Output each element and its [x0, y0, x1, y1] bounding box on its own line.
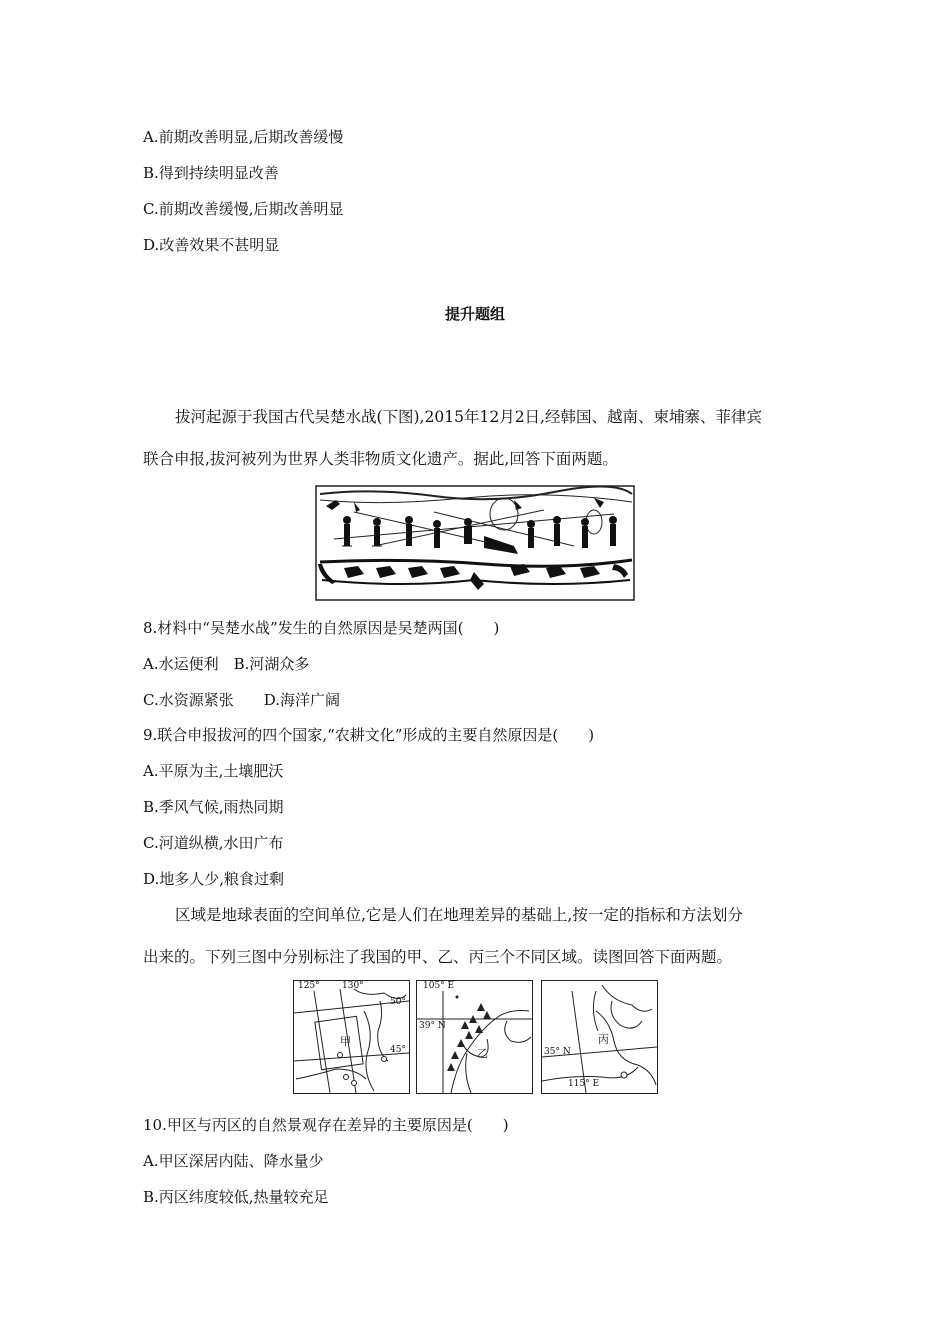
map-bing-lat: 35° N — [544, 1047, 571, 1057]
q9-option-d: D.地多人少,粮食过剩 — [143, 870, 285, 888]
passage-line: 拔河起源于我国古代吴楚水战(下图),2015年12月2日,经韩国、越南、柬埔寨、菲律宾 — [175, 408, 762, 426]
map-yi-lat: 39° N — [419, 1021, 446, 1031]
section-heading: 提升题组 — [444, 305, 505, 323]
q10-stem: 10.甲区与丙区的自然景观存在差异的主要原因是( ) — [143, 1116, 509, 1134]
q7-option-b: B.得到持续明显改善 — [143, 164, 279, 182]
map-yi — [416, 980, 533, 1094]
q8-options-row1: A.水运便利 B.河湖众多 — [143, 655, 310, 673]
map-yi-name: 乙 — [477, 1047, 488, 1060]
map-jia-name: 甲 — [340, 1035, 351, 1048]
map-bing — [541, 980, 658, 1094]
map-bing-lon: 115° E — [568, 1079, 600, 1089]
q8-options-row2: C.水资源紧张 D.海洋广阔 — [143, 691, 340, 709]
map-jia-lat2: 45° — [390, 1045, 406, 1055]
q9-option-a: A.平原为主,土壤肥沃 — [143, 762, 284, 780]
map-jia — [293, 980, 410, 1094]
map-jia-lon2: 130° — [342, 981, 364, 991]
q10-option-b: B.丙区纬度较低,热量较充足 — [143, 1188, 329, 1206]
q9-stem: 9.联合申报拔河的四个国家,“农耕文化”形成的主要自然原因是( ) — [143, 726, 595, 744]
map-yi-lon: 105° E — [423, 981, 455, 991]
passage-line: 出来的。下列三图中分别标注了我国的甲、乙、丙三个不同区域。读图回答下面两题。 — [143, 948, 733, 966]
map-jia-lon1: 125° — [298, 981, 320, 991]
q7-option-d: D.改善效果不甚明显 — [143, 236, 280, 254]
map-yi-drawing — [417, 981, 532, 1093]
q9-option-b: B.季风气候,雨热同期 — [143, 798, 284, 816]
map-bing-name: 丙 — [598, 1033, 609, 1046]
passage-regions — [143, 905, 810, 967]
map-jia-lat1: 50° — [390, 997, 406, 1007]
passage-tug-of-war — [143, 407, 810, 469]
passage-line: 区域是地球表面的空间单位,它是人们在地理差异的基础上,按一定的指标和方法划分 — [175, 906, 743, 924]
passage-line: 联合申报,拔河被列为世界人类非物质文化遗产。据此,回答下面两题。 — [143, 450, 618, 468]
q7-option-c: C.前期改善缓慢,后期改善明显 — [143, 200, 344, 218]
q8-stem: 8.材料中“吴楚水战”发生的自然原因是吴楚两国( ) — [143, 619, 500, 637]
q7-option-a: A.前期改善明显,后期改善缓慢 — [143, 128, 344, 146]
q10-option-a: A.甲区深居内陆、降水量少 — [143, 1152, 324, 1170]
naval-battle-drawing — [314, 484, 636, 602]
q9-option-c: C.河道纵横,水田广布 — [143, 834, 284, 852]
naval-battle-illustration — [314, 484, 636, 602]
